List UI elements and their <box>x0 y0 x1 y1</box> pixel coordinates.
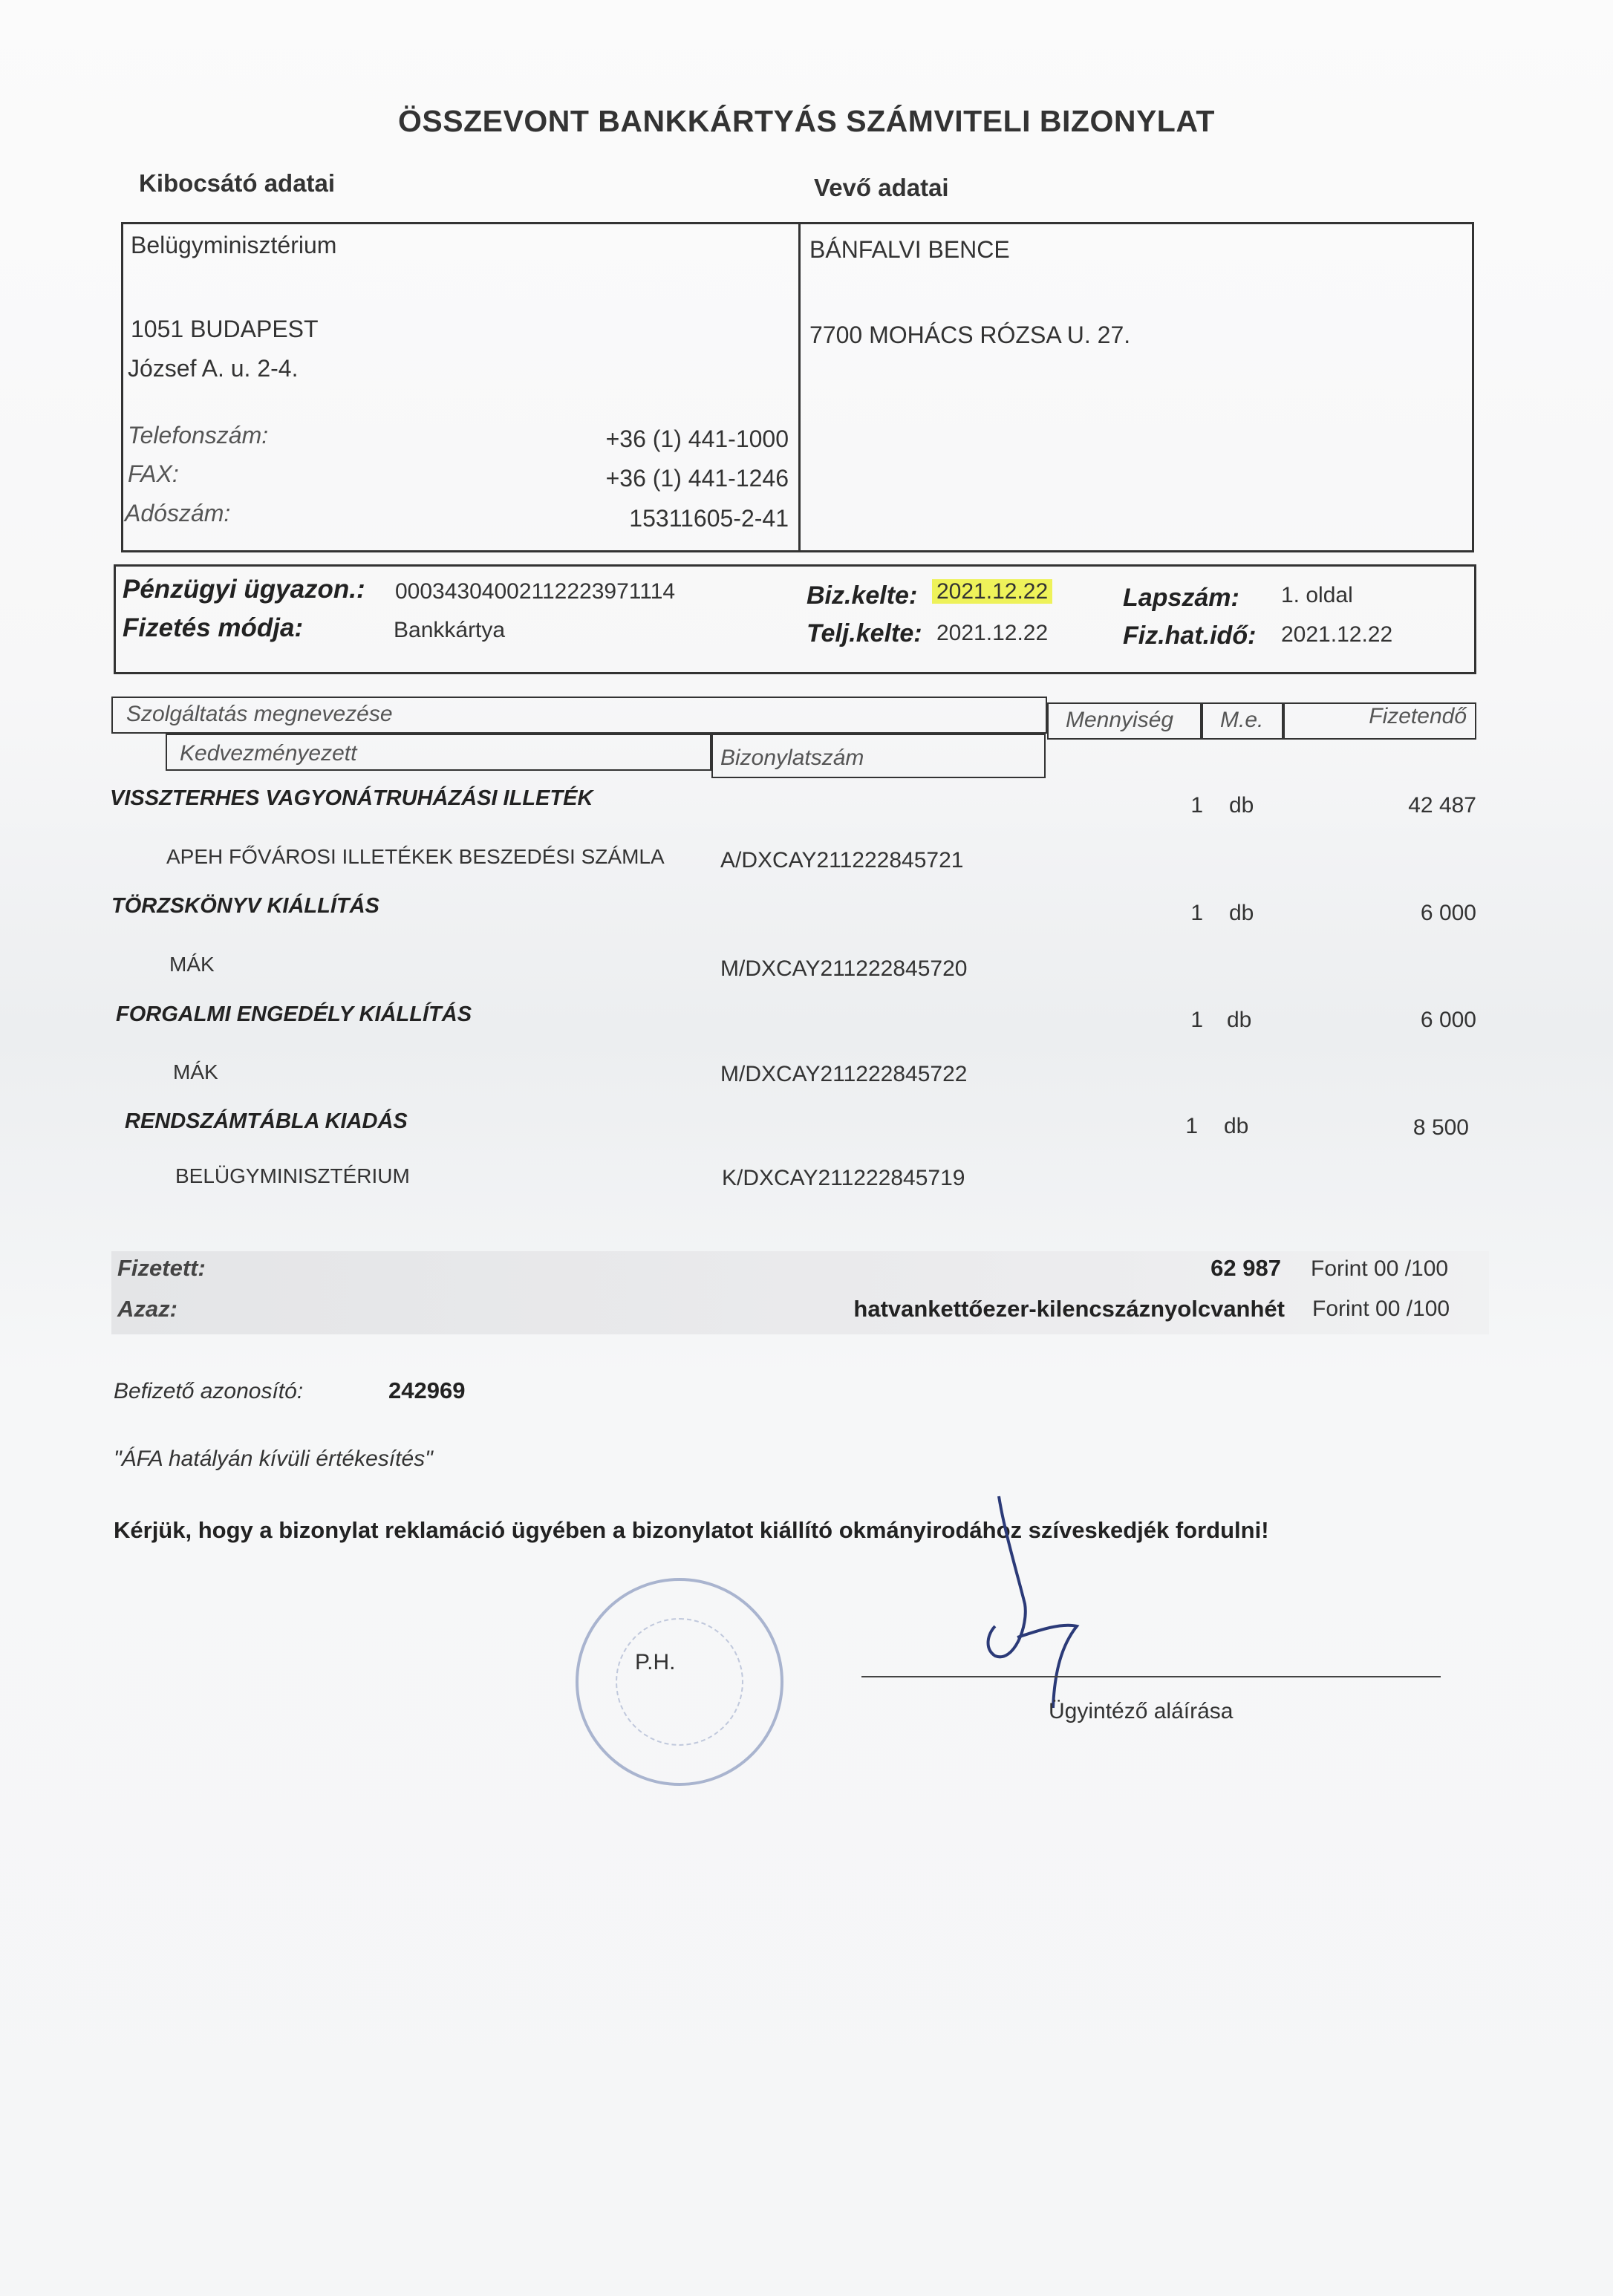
issuer-tax-number: 15311605-2-41 <box>629 505 789 532</box>
item-unit: db <box>1227 1008 1252 1032</box>
item-quantity: 1 <box>1190 901 1203 925</box>
issuer-phone-label: Telefonszám: <box>128 422 269 449</box>
payer-id-label: Befizető azonosító: <box>114 1379 304 1403</box>
item-amount: 6 000 <box>1420 901 1476 925</box>
paid-currency: Forint 00 /100 <box>1311 1256 1449 1281</box>
item-beneficiary: MÁK <box>169 953 215 976</box>
issuer-tax-label: Adószám: <box>125 500 231 526</box>
case-id: 00034304002112223971114 <box>395 579 676 604</box>
issuer-address-line1: 1051 BUDAPEST <box>131 316 319 342</box>
item-doc-number: A/DXCAY211222845721 <box>720 848 964 873</box>
item-quantity: 1 <box>1190 793 1203 818</box>
stamp-label: P.H. <box>635 1650 676 1674</box>
service-header: Szolgáltatás megnevezése <box>126 702 393 726</box>
payment-deadline-label: Fiz.hat.idő: <box>1123 622 1257 650</box>
item-doc-number: K/DXCAY211222845719 <box>722 1166 965 1190</box>
document-title: ÖSSZEVONT BANKKÁRTYÁS SZÁMVITELI BIZONYLAT <box>398 104 1215 138</box>
item-service: FORGALMI ENGEDÉLY KIÁLLÍTÁS <box>116 1002 472 1026</box>
issuer-heading: Kibocsátó adatai <box>139 169 336 197</box>
item-quantity: 1 <box>1190 1008 1203 1032</box>
vat-note: "ÁFA hatályán kívüli értékesítés" <box>114 1447 433 1471</box>
item-unit: db <box>1229 901 1254 925</box>
performance-date: 2021.12.22 <box>936 621 1049 645</box>
quantity-header: Mennyiség <box>1066 708 1174 732</box>
item-service: TÖRZSKÖNYV KIÁLLÍTÁS <box>111 894 379 918</box>
performance-date-label: Telj.kelte: <box>806 619 922 648</box>
issuer-phone: +36 (1) 441-1000 <box>605 425 789 452</box>
party-box <box>121 222 1474 552</box>
item-quantity: 1 <box>1185 1114 1198 1138</box>
doc-number-header: Bizonylatszám <box>720 746 864 770</box>
item-beneficiary: BELÜGYMINISZTÉRIUM <box>175 1164 410 1187</box>
item-unit: db <box>1224 1114 1249 1138</box>
item-beneficiary: APEH FŐVÁROSI ILLETÉKEK BESZEDÉSI SZÁMLA <box>166 845 665 868</box>
item-amount: 42 487 <box>1408 793 1476 818</box>
payment-method-label: Fizetés módja: <box>123 613 304 642</box>
payment-deadline: 2021.12.22 <box>1281 622 1393 647</box>
issuer-fax-label: FAX: <box>128 460 179 487</box>
complaint-note: Kérjük, hogy a bizonylat reklamáció ügyében a bizonylatot kiállító okmányirodához szíveskedjék fordulni! <box>114 1517 1269 1543</box>
amount-in-words-label: Azaz: <box>117 1296 177 1322</box>
issuer-address-line2: József A. u. 2-4. <box>128 355 299 382</box>
signature-label: Ügyintéző aláírása <box>1049 1699 1234 1723</box>
unit-header: M.e. <box>1220 708 1264 732</box>
page-number: 1. oldal <box>1281 583 1353 607</box>
item-unit: db <box>1229 793 1254 818</box>
words-currency: Forint 00 /100 <box>1312 1297 1450 1321</box>
item-service: VISSZTERHES VAGYONÁTRUHÁZÁSI ILLETÉK <box>110 786 593 810</box>
stamp-crest <box>616 1618 743 1746</box>
item-doc-number: M/DXCAY211222845722 <box>720 1062 968 1086</box>
payable-header: Fizetendő <box>1369 704 1467 728</box>
page-number-label: Lapszám: <box>1123 584 1239 612</box>
official-stamp <box>576 1578 783 1786</box>
issuer-name: Belügyminisztérium <box>131 232 337 258</box>
payer-id: 242969 <box>388 1377 466 1403</box>
buyer-address: 7700 MOHÁCS RÓZSA U. 27. <box>809 322 1131 348</box>
case-id-label: Pénzügyi ügyazon.: <box>123 575 365 604</box>
issue-date-label: Biz.kelte: <box>806 581 918 610</box>
issuer-fax: +36 (1) 441-1246 <box>605 465 789 492</box>
buyer-heading: Vevő adatai <box>814 174 949 201</box>
item-service: RENDSZÁMTÁBLA KIADÁS <box>125 1109 408 1133</box>
beneficiary-header: Kedvezményezett <box>180 741 357 766</box>
item-amount: 8 500 <box>1412 1115 1469 1140</box>
amount-in-words: hatvankettőezer-kilencszáznyolcvanhét <box>853 1296 1285 1322</box>
buyer-name: BÁNFALVI BENCE <box>809 236 1010 263</box>
item-amount: 6 000 <box>1420 1008 1476 1032</box>
signature-line <box>861 1676 1441 1677</box>
party-box-divider <box>798 222 801 552</box>
paid-amount: 62 987 <box>1210 1255 1281 1281</box>
item-beneficiary: MÁK <box>173 1060 218 1083</box>
paid-label: Fizetett: <box>117 1255 206 1281</box>
issue-date: 2021.12.22 <box>932 579 1052 604</box>
item-doc-number: M/DXCAY211222845720 <box>720 956 968 981</box>
payment-method: Bankkártya <box>394 618 506 642</box>
signature-scribble <box>965 1485 1099 1730</box>
